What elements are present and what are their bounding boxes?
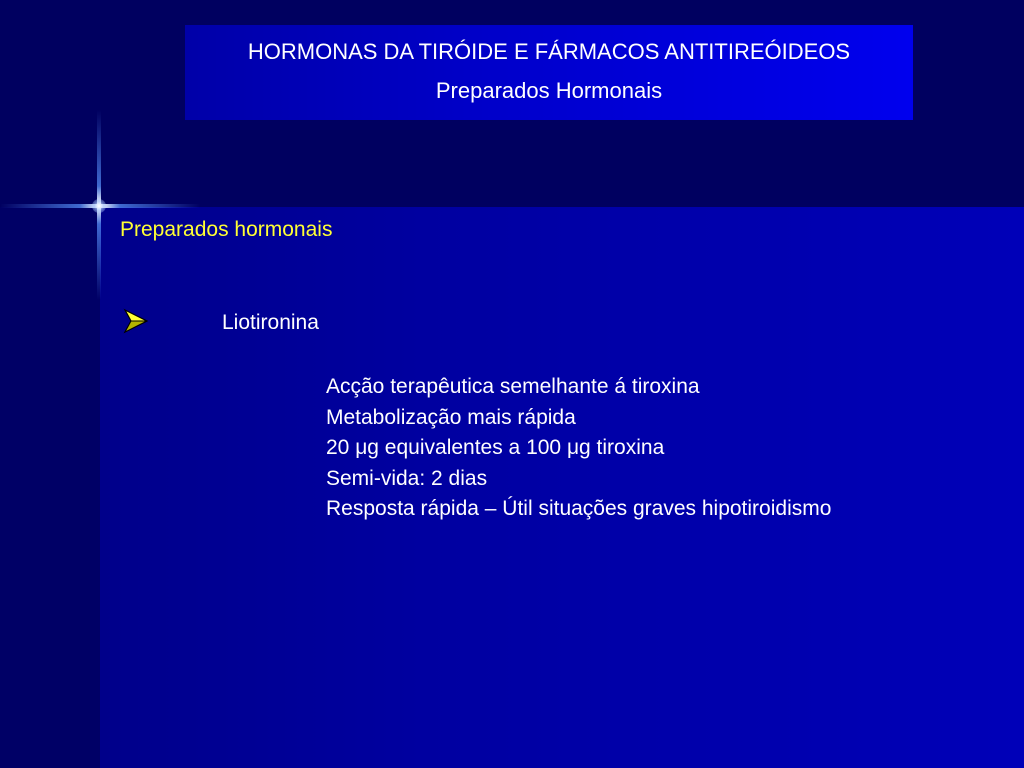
title-box (185, 25, 913, 120)
slide-title: HORMONAS DA TIRÓIDE E FÁRMACOS ANTITIREÓIDEOS (247, 39, 851, 64)
arrow-bullet-icon (122, 308, 150, 334)
detail-item: Semi-vida: 2 dias (326, 466, 488, 490)
detail-item: 20 μg equivalentes a 100 μg tiroxina (326, 436, 665, 459)
detail-item: Metabolização mais rápida (326, 405, 576, 429)
detail-item: Resposta rápida – Útil situações graves hipotiroidismo (326, 497, 832, 520)
slide-subtitle: Preparados Hormonais (435, 78, 663, 103)
section-heading: Preparados hormonais (120, 218, 333, 241)
detail-list (326, 372, 831, 525)
bullet-label: Liotironina (222, 311, 319, 334)
detail-item: Acção terapêutica semelhante á tiroxina (326, 375, 700, 398)
star-flare-icon (92, 199, 106, 213)
